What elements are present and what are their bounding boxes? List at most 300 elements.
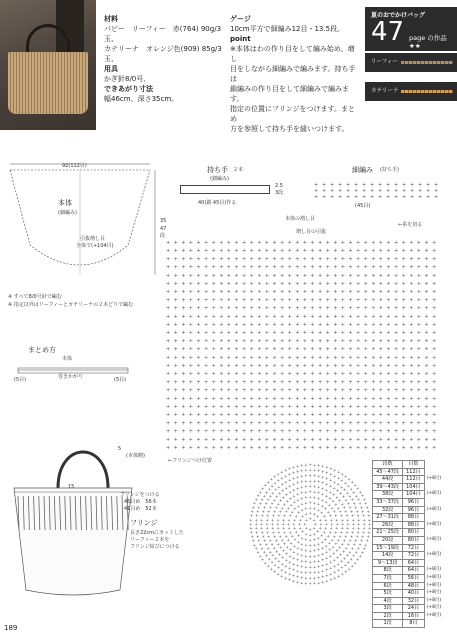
stitch-symbol: +	[264, 313, 270, 320]
body-side-label1: 35	[160, 218, 167, 224]
stitch-symbol: +	[196, 248, 201, 255]
stitch-symbol: +	[348, 322, 353, 328]
stitch-symbol: +	[335, 548, 339, 554]
stitch-symbol: +	[371, 313, 376, 320]
stitch-symbol: +	[416, 436, 422, 443]
stitch-symbol: +	[300, 507, 304, 513]
stitch-symbol: +	[365, 504, 369, 510]
handle-rect	[180, 185, 270, 194]
stitch-symbol: +	[304, 500, 308, 506]
stitch-symbol: +	[264, 363, 270, 369]
stitch-symbol: +	[316, 490, 321, 496]
stitch-symbol: +	[284, 509, 288, 515]
stitch-symbol: +	[292, 549, 296, 555]
stitch-symbol: +	[295, 480, 300, 486]
stitch-symbol: +	[280, 436, 285, 443]
table-cell: (+8目)	[426, 491, 442, 497]
stitch-symbol: +	[310, 395, 315, 402]
stitch-symbol: +	[333, 436, 338, 443]
stitch-symbol: +	[416, 420, 422, 427]
stitch-symbol: +	[318, 363, 323, 369]
stitch-symbol: +	[292, 521, 296, 527]
stitch-symbol: +	[318, 330, 323, 337]
stitch-symbol: +	[312, 564, 317, 570]
table-row	[373, 567, 446, 575]
stitch-symbol: +	[271, 552, 275, 558]
stitch-symbol: +	[394, 313, 399, 320]
stitch-symbol: +	[249, 330, 254, 337]
stitch-symbol: +	[363, 412, 368, 419]
stitch-symbol: +	[330, 521, 334, 527]
stitch-symbol: +	[188, 313, 194, 320]
stitch-symbol: +	[234, 428, 239, 435]
stitch-symbol: +	[424, 404, 429, 410]
stitch-symbol: +	[324, 499, 328, 505]
stitch-symbol: +	[196, 363, 201, 369]
stitch-symbol: +	[371, 338, 376, 345]
stitch-symbol: +	[378, 297, 384, 304]
stitch-symbol: +	[318, 525, 322, 531]
stitch-symbol: +	[371, 395, 376, 402]
stitch-symbol: +	[166, 313, 171, 320]
table-cell: 5段	[373, 590, 403, 598]
stitch-symbol: +	[346, 541, 350, 547]
stitch-symbol: +	[354, 188, 359, 194]
stitch-symbol: +	[292, 499, 296, 505]
stitch-symbol: +	[264, 240, 270, 246]
stitch-symbol: +	[188, 305, 194, 312]
stitch-symbol: +	[328, 547, 332, 553]
stitch-symbol: +	[424, 387, 429, 394]
stitch-symbol: +	[350, 479, 354, 485]
stitch-symbol: +	[234, 363, 239, 369]
stitch-symbol: +	[318, 338, 323, 345]
stitch-symbol: +	[321, 568, 325, 574]
table-cell: 32目	[403, 597, 424, 605]
stitch-symbol: +	[196, 428, 201, 435]
stitch-symbol: +	[325, 354, 330, 361]
stitch-symbol: +	[394, 264, 399, 271]
stitch-symbol: +	[348, 297, 353, 304]
table-cell: 40目	[403, 590, 424, 598]
table-cell: 64目	[403, 559, 424, 567]
stitch-symbol: +	[325, 363, 330, 369]
stitch-symbol: +	[432, 313, 437, 320]
stitch-symbol: +	[264, 248, 270, 255]
table-cell: 80目	[403, 536, 424, 544]
bag-fringe-row2: 41目め 52本	[124, 506, 157, 512]
stitch-symbol: +	[394, 188, 399, 194]
stitch-symbol: +	[260, 485, 265, 491]
stitch-symbol: +	[348, 445, 353, 451]
stitch-symbol: +	[272, 289, 277, 296]
stitch-symbol: +	[234, 371, 239, 378]
stitch-symbol: +	[356, 313, 361, 320]
stitch-symbol: +	[401, 404, 406, 410]
stitch-symbol: +	[297, 521, 302, 527]
stitch-symbol: +	[416, 240, 422, 246]
stitch-symbol: +	[333, 240, 338, 246]
stitch-symbol: +	[282, 529, 287, 535]
stitch-symbol: +	[432, 387, 437, 394]
stitch-symbol: +	[356, 513, 360, 519]
stitch-symbol: +	[325, 572, 329, 578]
stitch-symbol: +	[320, 503, 324, 509]
table-cell: 104目	[403, 491, 424, 499]
stitch-symbol: +	[345, 513, 349, 519]
stitch-symbol: +	[242, 436, 247, 443]
stitch-symbol: +	[234, 330, 239, 337]
stitch-symbol: +	[272, 322, 277, 328]
stitch-symbol: +	[308, 537, 312, 543]
stitch-symbol: +	[340, 363, 346, 369]
stitch-symbol: +	[242, 313, 247, 320]
stitch-symbol: +	[424, 313, 429, 320]
stitch-symbol: +	[360, 549, 364, 555]
stitch-symbol: +	[424, 264, 429, 271]
stitch-symbol: +	[318, 395, 323, 402]
stitch-symbol: +	[272, 272, 277, 279]
stitch-symbol: +	[362, 517, 366, 523]
stitch-symbol: +	[272, 436, 277, 443]
stitch-symbol: +	[302, 240, 308, 246]
handle-title: 持ち手	[207, 166, 228, 174]
stitch-symbol: +	[304, 553, 308, 559]
bag-fringe-pos: ←フリンジつけ位置	[168, 458, 212, 464]
stitch-symbol: +	[188, 256, 194, 263]
stitch-symbol: +	[356, 517, 361, 523]
stitch-symbol: +	[410, 194, 415, 200]
stitch-symbol: +	[292, 493, 296, 499]
table-cell: 45〜47段	[373, 468, 403, 476]
stitch-symbol: +	[302, 420, 308, 427]
table-cell: 72目	[403, 544, 424, 552]
stitch-symbol: +	[416, 428, 422, 435]
stitch-symbol: +	[276, 565, 281, 571]
stitch-symbol: +	[324, 517, 328, 523]
stitch-symbol: +	[294, 529, 298, 535]
stitch-symbol: +	[333, 420, 338, 427]
stitch-symbol: +	[340, 338, 346, 345]
stitch-symbol: +	[298, 525, 302, 531]
stitch-symbol: +	[322, 182, 327, 188]
stitch-symbol: +	[211, 363, 216, 369]
stitch-symbol: +	[363, 371, 368, 378]
stitch-symbol: +	[334, 501, 338, 507]
stitch-symbol: +	[363, 363, 368, 369]
stitch-symbol: +	[274, 487, 278, 493]
stitch-symbol: +	[386, 395, 391, 402]
stitch-symbol: +	[363, 404, 368, 410]
stitch-symbol: +	[257, 289, 262, 296]
stitch-symbol: +	[211, 338, 216, 345]
stitch-symbol: +	[371, 363, 376, 369]
stitch-symbol: +	[257, 322, 262, 328]
stitch-symbol: +	[356, 363, 361, 369]
stitch-symbol: +	[219, 322, 224, 328]
stitch-symbol: +	[386, 248, 391, 255]
stitch-symbol: +	[181, 338, 186, 345]
stitch-symbol: +	[292, 555, 296, 561]
stitch-symbol: +	[432, 297, 437, 304]
stitch-symbol: +	[219, 371, 224, 378]
stitch-symbol: +	[269, 566, 273, 572]
stitch-symbol: +	[310, 330, 315, 337]
stitch-symbol: +	[173, 264, 178, 271]
stitch-symbol: +	[226, 248, 232, 255]
stitch-symbol: +	[295, 313, 300, 320]
table-cell: 48目	[403, 582, 424, 590]
stitch-symbol: +	[188, 354, 194, 361]
title-page-label: page の作品 ★★	[409, 34, 447, 50]
stitch-symbol: +	[401, 412, 406, 419]
stitch-symbol: +	[287, 465, 292, 471]
stitch-symbol: +	[275, 494, 279, 500]
stitch-symbol: +	[409, 272, 414, 279]
table-cell	[424, 559, 445, 567]
stitch-symbol: +	[363, 313, 368, 320]
stitch-symbol: +	[260, 529, 264, 535]
stitch-symbol: +	[300, 535, 304, 541]
stitch-symbol: +	[432, 395, 437, 402]
stitch-symbol: +	[310, 322, 315, 328]
stitch-symbol: +	[410, 188, 415, 194]
stitch-symbol: +	[181, 322, 186, 328]
stitch-symbol: +	[295, 330, 300, 337]
table-cell: 7段	[373, 574, 403, 582]
stitch-symbol: +	[322, 529, 326, 535]
stitch-symbol: +	[263, 482, 267, 488]
stitch-symbol: +	[432, 346, 437, 353]
stitch-symbol: +	[416, 281, 422, 287]
stitch-symbol: +	[295, 395, 300, 402]
stitch-symbol: +	[287, 248, 292, 255]
stitch-symbol: +	[348, 354, 353, 361]
stitch-symbol: +	[312, 553, 317, 559]
stitch-symbol: +	[264, 542, 268, 548]
stitch-symbol: +	[188, 420, 194, 427]
tools-line1: かぎ針8/0号、	[104, 75, 151, 83]
stitch-symbol: +	[282, 541, 287, 547]
stitch-symbol: +	[401, 281, 406, 287]
stitch-symbol: +	[320, 497, 325, 503]
stitch-symbol: +	[242, 420, 247, 427]
stitch-symbol: +	[386, 354, 391, 361]
stitch-symbol: +	[323, 536, 328, 542]
stitch-symbol: +	[242, 371, 247, 378]
stitch-symbol: +	[173, 395, 178, 402]
stitch-symbol: +	[226, 272, 232, 279]
stitch-symbol: +	[336, 561, 340, 567]
body-top-label: 92(112目)	[62, 163, 87, 169]
stitch-symbol: +	[295, 474, 300, 480]
stitch-symbol: +	[234, 436, 239, 443]
stitch-symbol: +	[402, 182, 407, 188]
stitch-symbol: +	[386, 387, 391, 394]
stitch-symbol: +	[287, 354, 292, 361]
stitch-symbol: +	[196, 346, 201, 353]
stitch-symbol: +	[333, 428, 338, 435]
stitch-symbol: +	[310, 445, 315, 451]
stitch-symbol: +	[312, 548, 317, 554]
stitch-symbol: +	[166, 256, 171, 263]
stitch-symbol: +	[300, 462, 304, 468]
stitch-symbol: +	[321, 562, 325, 568]
stitch-symbol: +	[300, 541, 304, 547]
stitch-symbol: +	[378, 264, 384, 271]
stitch-symbol: +	[394, 436, 399, 443]
stitch-symbol: +	[347, 566, 351, 572]
stitch-symbol: +	[335, 517, 339, 523]
stitch-symbol: +	[264, 256, 270, 263]
stitch-symbol: +	[249, 387, 254, 394]
stitch-symbol: +	[300, 547, 304, 553]
stitch-symbol: +	[319, 521, 323, 527]
stitch-symbol: +	[287, 445, 292, 451]
table-cell: 38段	[373, 491, 403, 499]
stitch-symbol: +	[318, 289, 323, 296]
stitch-symbol: +	[272, 404, 277, 410]
stitch-symbol: +	[226, 297, 232, 304]
stitch-symbol: +	[257, 436, 262, 443]
size-line1: 幅46cm、深さ35cm。	[104, 95, 179, 103]
stitch-symbol: +	[264, 330, 270, 337]
stitch-symbol: +	[166, 387, 171, 394]
stitch-symbol: +	[234, 256, 239, 263]
stitch-symbol: +	[264, 264, 270, 271]
stitch-symbol: +	[173, 289, 178, 296]
handle-detail-dim: (45目)	[355, 203, 371, 209]
stitch-symbol: +	[181, 281, 186, 287]
stitch-symbol: +	[277, 558, 281, 564]
stitch-symbol: +	[204, 240, 209, 246]
stitch-symbol: +	[356, 322, 361, 328]
stitch-symbol: +	[173, 281, 178, 287]
stitch-symbol: +	[401, 305, 406, 312]
stitch-symbol: +	[265, 521, 269, 527]
stitch-symbol: +	[249, 517, 253, 523]
stitch-symbol: +	[257, 387, 262, 394]
stitch-symbol: +	[308, 472, 312, 478]
stitch-symbol: +	[188, 395, 194, 402]
stitch-symbol: +	[310, 281, 315, 287]
stitch-symbol: +	[348, 264, 353, 271]
table-cell: (+8目)	[426, 590, 442, 596]
stitch-symbol: +	[371, 248, 376, 255]
stitch-symbol: +	[280, 379, 285, 386]
stitch-symbol: +	[219, 264, 224, 271]
stitch-symbol: +	[278, 545, 283, 551]
stitch-symbol: +	[257, 428, 262, 435]
stitch-symbol: +	[188, 248, 194, 255]
stitch-symbol: +	[188, 272, 194, 279]
stitch-symbol: +	[378, 445, 384, 451]
stitch-symbol: +	[196, 281, 201, 287]
stitch-symbol: +	[312, 569, 317, 575]
stitch-symbol: +	[280, 256, 285, 263]
stitch-symbol: +	[277, 529, 281, 535]
stitch-symbol: +	[181, 404, 186, 410]
stitch-symbol: +	[308, 499, 312, 505]
stitch-symbol: +	[318, 272, 323, 279]
stitch-symbol: +	[204, 264, 209, 271]
stitch-symbol: +	[257, 338, 262, 345]
stitch-symbol: +	[276, 471, 280, 477]
stitch-symbol: +	[173, 436, 178, 443]
stitch-symbol: +	[416, 395, 422, 402]
stitch-symbol: +	[312, 511, 316, 517]
stitch-symbol: +	[401, 330, 406, 337]
stitch-symbol: +	[401, 428, 406, 435]
stitch-symbol: +	[287, 571, 292, 577]
stitch-symbol: +	[363, 264, 368, 271]
stitch-symbol: +	[296, 485, 300, 491]
bag-fringe-row1: 45目め 56本	[124, 499, 157, 505]
stitch-symbol: +	[286, 521, 291, 527]
stitch-symbol: +	[295, 436, 300, 443]
stitch-symbol: +	[226, 313, 232, 320]
stitch-symbol: +	[272, 420, 277, 427]
stitch-symbol: +	[394, 346, 399, 353]
stitch-symbol: +	[432, 305, 437, 312]
stitch-symbol: +	[295, 346, 300, 353]
stitch-symbol: +	[280, 297, 285, 304]
table-cell: 16目	[403, 612, 424, 620]
assembly-width-label2: (5目)	[114, 377, 127, 383]
stitch-symbol: +	[340, 371, 346, 378]
stitch-symbol: +	[416, 346, 422, 353]
stitch-symbol: +	[348, 272, 353, 279]
stitch-symbol: +	[333, 256, 338, 263]
table-row	[373, 521, 446, 529]
stitch-symbol: +	[312, 462, 317, 468]
stitch-symbol: +	[409, 404, 414, 410]
stitch-symbol: +	[173, 363, 178, 369]
stitch-symbol: +	[276, 477, 281, 483]
stitch-symbol: +	[219, 338, 224, 345]
stitch-symbol: +	[204, 338, 209, 345]
table-cell: 88目	[403, 521, 424, 529]
stitch-symbol: +	[300, 479, 304, 485]
stitch-symbol: +	[316, 547, 321, 553]
stitch-symbol: +	[283, 467, 288, 473]
stitch-symbol: +	[287, 322, 292, 328]
stitch-symbol: +	[328, 489, 332, 495]
stitch-symbol: +	[363, 289, 368, 296]
stitch-symbol: +	[196, 404, 201, 410]
stitch-symbol: +	[249, 428, 254, 435]
stitch-symbol: +	[348, 289, 353, 296]
stitch-symbol: +	[326, 533, 330, 539]
stitch-symbol: +	[173, 445, 178, 451]
stitch-symbol: +	[318, 305, 323, 312]
stitch-symbol: +	[310, 240, 315, 246]
stitch-symbol: +	[316, 513, 320, 519]
product-photo	[0, 0, 96, 130]
stitch-symbol: +	[310, 248, 315, 255]
stitch-symbol: +	[285, 544, 289, 550]
stitch-symbol: +	[356, 529, 360, 535]
stitch-symbol: +	[181, 379, 186, 386]
title-box	[365, 7, 457, 51]
handle-count: ２本	[233, 167, 244, 173]
stitch-symbol: +	[234, 445, 239, 451]
materials-line1: パピー リーフィー 赤(764) 90g/3玉、	[104, 25, 222, 43]
table-cell: 8段	[373, 567, 403, 575]
stitch-symbol: +	[296, 491, 300, 497]
stitch-symbol: +	[219, 272, 224, 279]
stitch-symbol: +	[242, 412, 247, 419]
